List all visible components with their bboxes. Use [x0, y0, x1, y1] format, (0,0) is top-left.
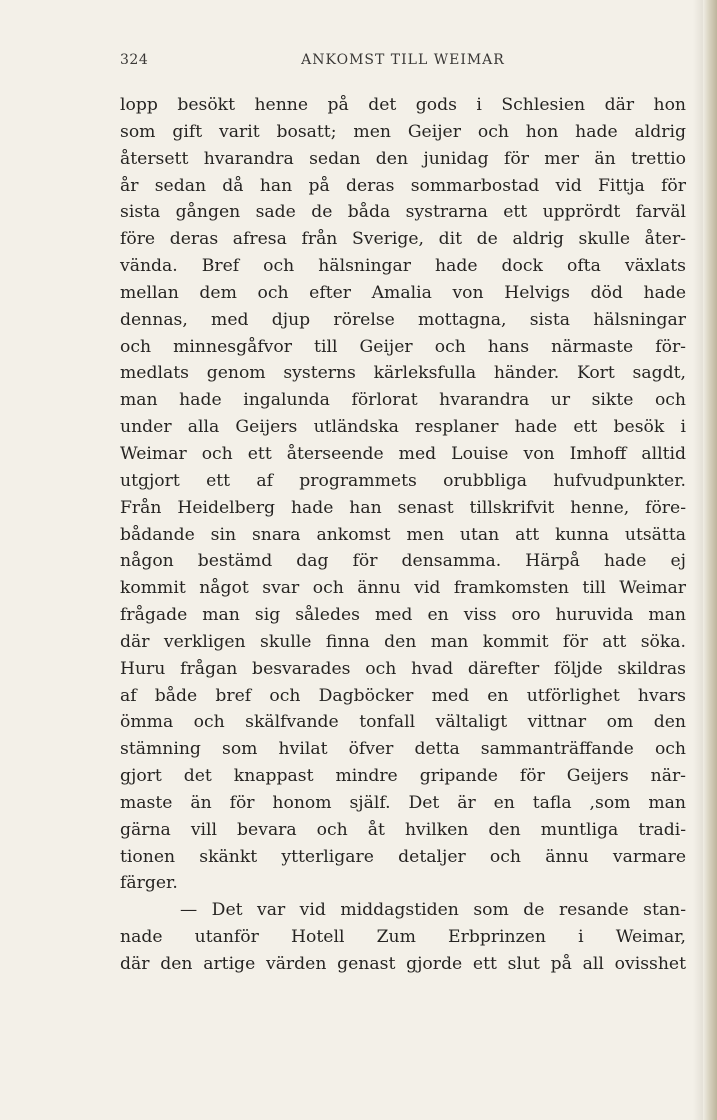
- body-text: [120, 92, 686, 978]
- text-line: år sedan då han på deras sommarbostad vid Fittja för: [120, 175, 686, 196]
- text-line: vända. Bref och hälsningar hade dock ofta växlats: [120, 256, 686, 277]
- text-line: lopp besökt henne på det gods i Schlesien där hon: [120, 95, 686, 115]
- text-line: nade utanför Hotell Zum Erbprinzen i Weimar,: [120, 927, 686, 948]
- text-line: sista gången sade de båda systrarna ett upprördt farväl: [120, 202, 686, 223]
- text-line: maste än för honom själf. Det är en tafla ,som man: [120, 792, 686, 813]
- page-header: [120, 52, 686, 76]
- text-line: gärna vill bevara och åt hvilken den muntliga tradi-: [120, 819, 686, 840]
- text-line: frågade man sig således med en viss oro huruvida man: [120, 605, 686, 626]
- text-line: medlats genom systerns kärleksfulla händer. Kort sagdt,: [120, 363, 686, 384]
- text-line: dennas, med djup rörelse mottagna, sista hälsningar: [120, 309, 686, 330]
- text-line: under alla Geijers utländska resplaner hade ett besök i: [120, 417, 686, 438]
- text-line: af både bref och Dagböcker med en utförlighet hvars: [120, 685, 686, 706]
- text-line: stämning som hvilat öfver detta sammanträffande och: [120, 739, 686, 760]
- text-line: som gift varit bosatt; men Geijer och hon hade aldrig: [120, 121, 686, 142]
- text-line: tionen skänkt ytterligare detaljer och ännu varmare: [120, 846, 686, 867]
- text-line: bådande sin snara ankomst men utan att kunna utsätta: [120, 524, 686, 545]
- text-line: där verkligen skulle finna den man kommit för att söka.: [120, 631, 686, 652]
- text-line: man hade ingalunda förlorat hvarandra ur sikte och: [120, 390, 686, 411]
- page-number: 324: [120, 52, 149, 68]
- text-line: Huru frågan besvarades och hvad därefter följde skildras: [120, 658, 686, 679]
- text-line: utgjort ett af programmets orubbliga hufvudpunkter.: [120, 470, 686, 491]
- running-title: ANKOMST TILL WEIMAR: [301, 52, 505, 68]
- text-line: någon bestämd dag för densamma. Härpå hade ej: [120, 551, 686, 572]
- text-line: ömma och skälfvande tonfall vältaligt vittnar om den: [120, 712, 686, 733]
- paragraph-start-line: — Det var vid middagstiden som de resande stan-: [180, 900, 686, 921]
- text-line: gjort det knappast mindre gripande för Geijers när-: [120, 766, 686, 787]
- text-line: mellan dem och efter Amalia von Helvigs död hade: [120, 282, 686, 303]
- text-line: Från Heidelberg hade han senast tillskrifvit henne, före-: [120, 497, 686, 518]
- text-line: färger.: [120, 873, 178, 894]
- text-line: Weimar och ett återseende med Louise von Imhoff alltid: [120, 443, 686, 464]
- text-line: före deras afresa från Sverige, dit de aldrig skulle åter-: [120, 229, 686, 250]
- text-line: och minnesgåfvor till Geijer och hans närmaste för-: [120, 336, 686, 357]
- gutter-shadow: [693, 0, 703, 1120]
- text-line: kommit något svar och ännu vid framkomsten till Weimar: [120, 578, 686, 599]
- text-line: där den artige värden genast gjorde ett slut på all ovisshet: [120, 954, 686, 974]
- page-edge: [703, 0, 717, 1120]
- text-line: återsett hvarandra sedan den junidag för mer än trettio: [120, 148, 686, 169]
